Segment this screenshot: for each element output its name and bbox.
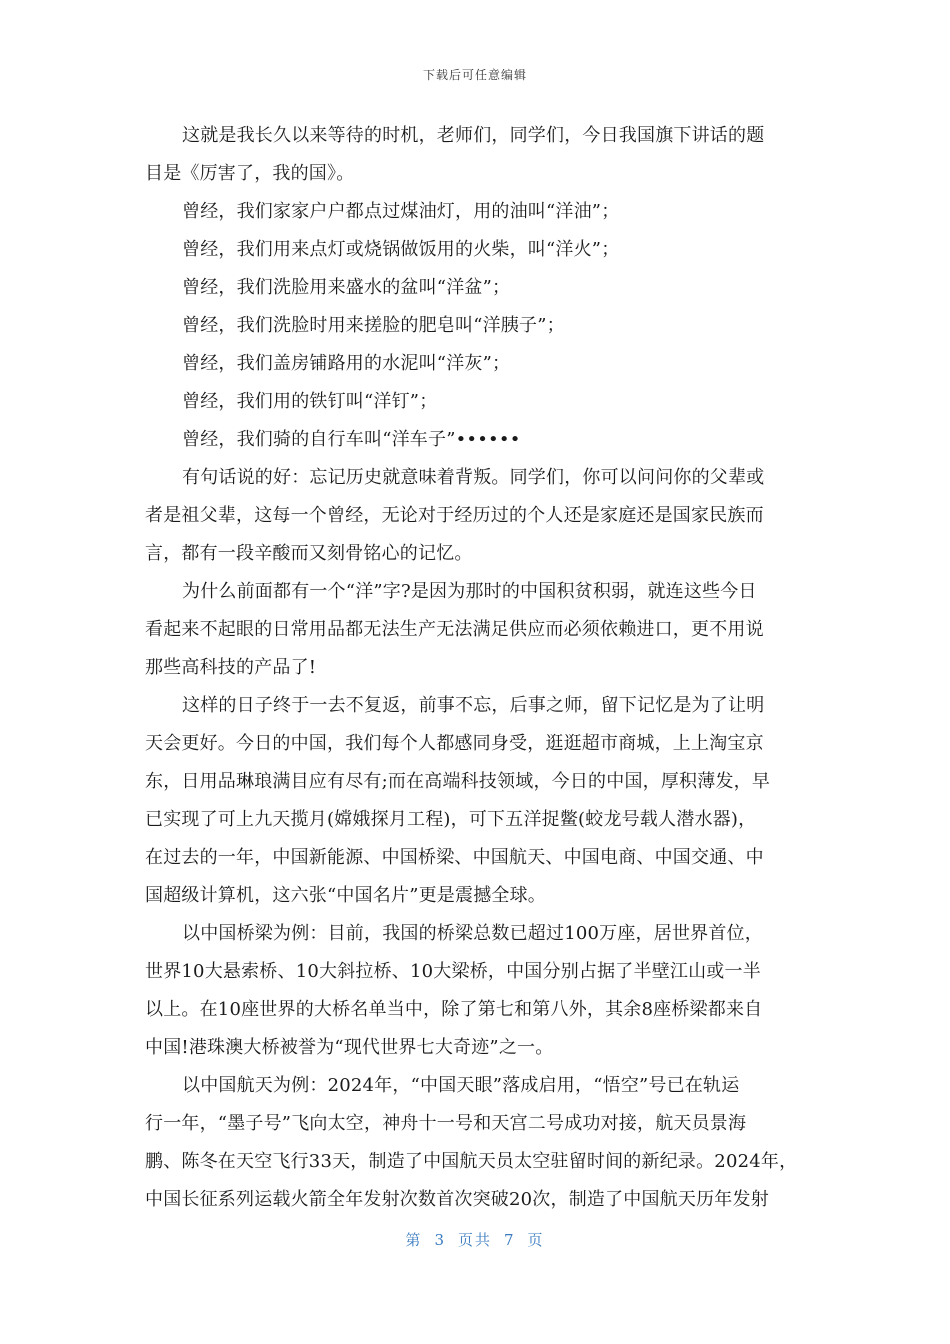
page-footer xyxy=(0,1229,950,1250)
text-line: 这就是我长久以来等待的时机，老师们，同学们，今日我国旗下讲话的题 xyxy=(182,125,765,146)
text-line: 以上。在10座世界的大桥名单当中，除了第七和第八外，其余8座桥梁都来自 xyxy=(145,999,763,1020)
text-line: 曾经，我们盖房铺路用的水泥叫“洋灰”； xyxy=(182,353,511,374)
text-line: 目是《厉害了，我的国》。 xyxy=(145,163,355,184)
text-line: 曾经，我们用的铁钉叫“洋钉”； xyxy=(182,391,438,412)
text-line: 已实现了可上九天揽月(嫦娥探月工程)，可下五洋捉鳖(蛟龙号载人潜水器)， xyxy=(145,809,757,830)
footer-middle: 页共 xyxy=(457,1231,492,1249)
footer-current-page: 3 xyxy=(434,1231,446,1249)
text-line: 天会更好。今日的中国，我们每个人都感同身受，逛逛超市商城，上上淘宝京 xyxy=(145,733,764,754)
footer-prefix: 第 xyxy=(405,1231,423,1249)
text-line: 者是祖父辈，这每一个曾经，无论对于经历过的个人还是家庭还是国家民族而 xyxy=(145,505,764,526)
footer-suffix: 页 xyxy=(527,1231,545,1249)
text-line: 以中国桥梁为例：目前，我国的桥梁总数已超过100万座，居世界首位， xyxy=(182,923,763,944)
text-line: 鹏、陈冬在天空飞行33天，制造了中国航天员太空驻留时间的新纪录。2024年， xyxy=(145,1151,798,1172)
text-line: 以中国航天为例：2024年，“中国天眼”落成启用，“悟空”号已在轨运 xyxy=(182,1075,740,1096)
text-line: 曾经，我们用来点灯或烧锅做饭用的火柴，叫“洋火”； xyxy=(182,239,620,260)
text-line: 有句话说的好：忘记历史就意味着背叛。同学们，你可以问问你的父辈或 xyxy=(182,467,765,488)
text-line: 中国!港珠澳大桥被誉为“现代世界七大奇迹”之一。 xyxy=(145,1037,554,1058)
text-line: 看起来不起眼的日常用品都无法生产无法满足供应而必须依赖进口，更不用说 xyxy=(145,619,764,640)
text-line: 曾经，我们家家户户都点过煤油灯，用的油叫“洋油”； xyxy=(182,201,620,222)
footer-total-pages: 7 xyxy=(504,1231,516,1249)
text-line: 言，都有一段辛酸而又刻骨铭心的记忆。 xyxy=(145,543,473,564)
text-line: 世界10大悬索桥、10大斜拉桥、10大梁桥，中国分别占据了半壁江山或一半 xyxy=(145,961,761,982)
text-line: 为什么前面都有一个“洋”字?是因为那时的中国积贫积弱，就连这些今日 xyxy=(182,581,757,602)
text-line: 国超级计算机，这六张“中国名片”更是震撼全球。 xyxy=(145,885,547,906)
text-line: 曾经，我们洗脸时用来搓脸的肥皂叫“洋胰子”； xyxy=(182,315,565,336)
text-line: 行一年，“墨子号”飞向太空，神舟十一号和天宫二号成功对接，航天员景海 xyxy=(145,1113,747,1134)
text-line: 曾经，我们洗脸用来盛水的盆叫“洋盆”； xyxy=(182,277,511,298)
document-body xyxy=(145,117,800,1219)
text-line: 曾经，我们骑的自行车叫“洋车子”•••••• xyxy=(182,429,521,450)
text-line: 在过去的一年，中国新能源、中国桥梁、中国航天、中国电商、中国交通、中 xyxy=(145,847,764,868)
text-line: 那些高科技的产品了! xyxy=(145,657,317,678)
text-line: 东，日用品琳琅满目应有尽有;而在高端科技领域，今日的中国，厚积薄发，早 xyxy=(145,771,771,792)
page-header-note: 下载后可任意编辑 xyxy=(422,68,527,82)
text-line: 中国长征系列运载火箭全年发射次数首次突破20次，制造了中国航天历年发射 xyxy=(145,1189,769,1210)
text-line: 这样的日子终于一去不复返，前事不忘，后事之师，留下记忆是为了让明 xyxy=(182,695,765,716)
